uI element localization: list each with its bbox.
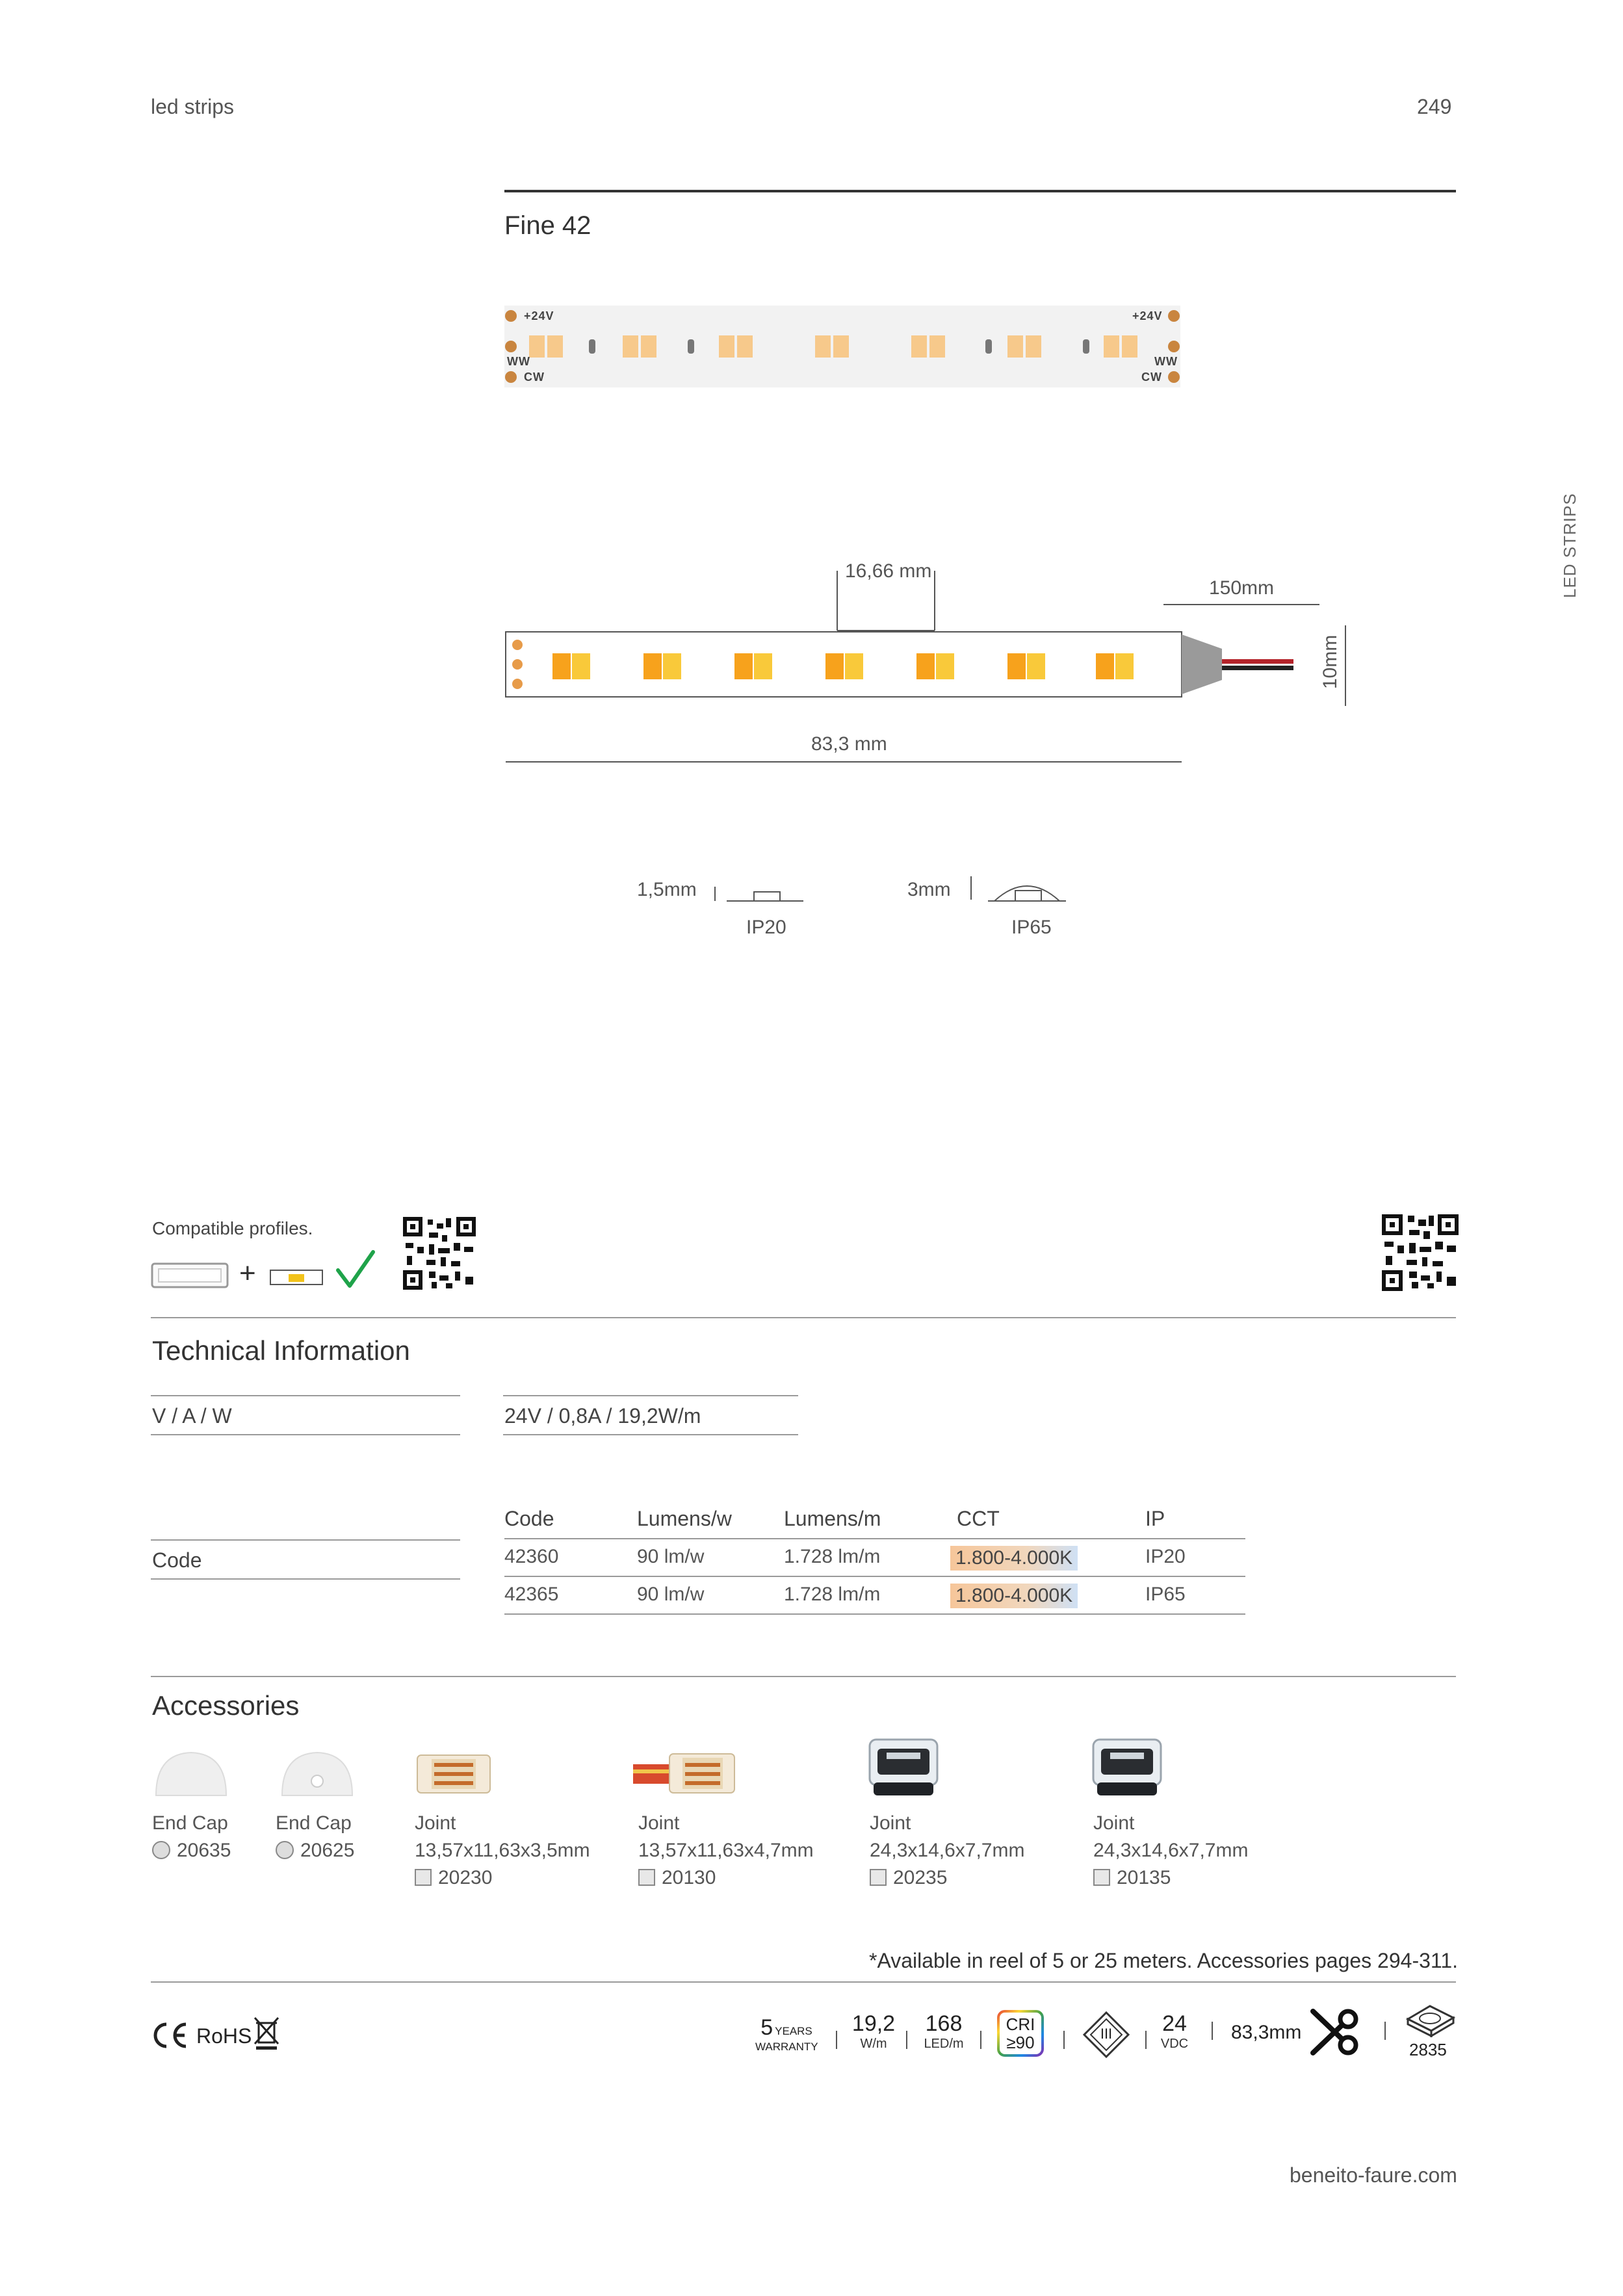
code-table bbox=[504, 1507, 1245, 1615]
divider bbox=[836, 2031, 837, 2049]
compatible-label: Compatible profiles. bbox=[152, 1218, 313, 1238]
power-value: 19,2 bbox=[851, 2011, 896, 2036]
joint-image bbox=[415, 1746, 493, 1801]
cell-cct: 1.800-4.000K bbox=[950, 1546, 1078, 1571]
vaw-value: 24V / 0,8A / 19,2W/m bbox=[504, 1404, 701, 1428]
row-rule bbox=[151, 1395, 460, 1396]
plus-sign: + bbox=[239, 1257, 256, 1289]
accessory-code: 20130 bbox=[662, 1867, 716, 1888]
end-cap-image bbox=[278, 1749, 356, 1801]
availability-note: *Available in reel of 5 or 25 meters. Accessories pages 294-311. bbox=[869, 1949, 1458, 1972]
ip65-profile-icon bbox=[968, 871, 1072, 907]
title-rule bbox=[504, 190, 1456, 192]
class-iii-icon bbox=[1082, 2010, 1131, 2059]
accessory-code: 20635 bbox=[177, 1840, 231, 1861]
leds-block bbox=[918, 2011, 970, 2052]
accessory-dims: 13,57x11,63x3,5mm bbox=[415, 1840, 590, 1861]
end-cap-image bbox=[152, 1749, 230, 1801]
table-row bbox=[504, 1538, 1245, 1576]
accessory-item bbox=[1093, 1810, 1248, 1892]
divider bbox=[1384, 2022, 1386, 2040]
leds-value: 168 bbox=[925, 2011, 963, 2036]
cell-lumens-m: 1.728 lm/m bbox=[784, 1546, 881, 1567]
ip65-label: IP65 bbox=[1011, 917, 1052, 938]
section-title: led strips bbox=[151, 95, 235, 118]
cell-cct: 1.800-4.000K bbox=[950, 1584, 1078, 1608]
cell-code: 42360 bbox=[504, 1546, 559, 1567]
cri-value: ≥90 bbox=[1006, 2033, 1035, 2052]
technical-title: Technical Information bbox=[152, 1335, 410, 1366]
row-rule bbox=[503, 1395, 798, 1396]
accessories-title: Accessories bbox=[152, 1690, 300, 1721]
accessory-item bbox=[152, 1810, 231, 1864]
divider bbox=[980, 2031, 981, 2049]
row-rule bbox=[151, 1539, 460, 1541]
accessory-dims: 13,57x11,63x4,7mm bbox=[638, 1840, 814, 1861]
accessory-name: End Cap bbox=[152, 1812, 228, 1834]
warranty-unit: YEARS bbox=[775, 2025, 812, 2037]
accessory-name: Joint bbox=[415, 1812, 456, 1834]
led-chip-icon bbox=[1404, 2002, 1457, 2037]
ip20-label: IP20 bbox=[746, 917, 786, 938]
square-marker-icon bbox=[870, 1869, 887, 1886]
strip-ww-right: WW bbox=[1154, 355, 1178, 368]
accessory-dims: 24,3x14,6x7,7mm bbox=[1093, 1840, 1249, 1861]
warranty-label: WARRANTY bbox=[755, 2041, 818, 2053]
cell-ip: IP20 bbox=[1145, 1546, 1186, 1567]
square-marker-icon bbox=[638, 1869, 655, 1886]
voltage-unit: VDC bbox=[1160, 2037, 1189, 2051]
strip-cw-left: CW bbox=[524, 371, 545, 384]
joint-clip-image bbox=[1088, 1727, 1166, 1805]
column-header: Lumens/m bbox=[784, 1507, 881, 1530]
check-icon bbox=[335, 1248, 376, 1291]
accessory-name: Joint bbox=[1093, 1812, 1135, 1834]
row-rule bbox=[151, 1578, 460, 1580]
divider bbox=[1063, 2031, 1065, 2049]
strip-ww-left: WW bbox=[507, 355, 530, 368]
led-strip-photo bbox=[504, 306, 1180, 387]
qr-code-icon[interactable] bbox=[403, 1217, 476, 1290]
cell-code: 42365 bbox=[504, 1584, 559, 1605]
cable-dimension: 150mm bbox=[1209, 577, 1275, 599]
class-label: III bbox=[1100, 2026, 1113, 2042]
accessory-code: 20235 bbox=[893, 1867, 948, 1888]
cell-lumens-m: 1.728 lm/m bbox=[784, 1584, 881, 1605]
power-block bbox=[849, 2011, 898, 2052]
voltage-block bbox=[1154, 2011, 1195, 2052]
divider bbox=[906, 2031, 907, 2049]
column-header: CCT bbox=[957, 1507, 1000, 1530]
accessory-code: 20625 bbox=[300, 1840, 355, 1861]
accessory-item bbox=[870, 1810, 1024, 1892]
accessory-item bbox=[638, 1810, 814, 1892]
rohs-label: RoHS bbox=[196, 2024, 252, 2048]
cri-label: CRI bbox=[1006, 2015, 1035, 2034]
width-dimension-wrap bbox=[1319, 634, 1345, 754]
row-rule bbox=[151, 1434, 460, 1435]
power-unit: W/m bbox=[860, 2037, 887, 2051]
strip-cw-right: CW bbox=[1141, 371, 1162, 384]
square-marker-icon bbox=[1093, 1869, 1110, 1886]
voltage-value: 24 bbox=[1162, 2011, 1187, 2036]
accessory-name: Joint bbox=[638, 1812, 680, 1834]
width-dimension: 10mm bbox=[1319, 634, 1341, 689]
ip65-height: 3mm bbox=[907, 879, 951, 900]
ip20-height: 1,5mm bbox=[637, 879, 697, 900]
cell-lumens-w: 90 lm/w bbox=[637, 1546, 705, 1567]
dimension-drawing bbox=[500, 553, 1358, 774]
chip-value: 2835 bbox=[1409, 2040, 1447, 2059]
accessory-code: 20230 bbox=[438, 1867, 493, 1888]
column-header: Lumens/w bbox=[637, 1507, 732, 1530]
warranty-years: 5 bbox=[760, 2015, 773, 2040]
side-tab bbox=[1560, 455, 1599, 598]
section-rule bbox=[151, 1981, 1456, 1983]
table-header bbox=[504, 1507, 1245, 1538]
joint-image bbox=[633, 1746, 737, 1801]
profile-icon bbox=[151, 1261, 229, 1290]
joint-clip-image bbox=[864, 1727, 942, 1805]
qr-code-icon[interactable] bbox=[1382, 1214, 1459, 1291]
table-row bbox=[504, 1576, 1245, 1615]
pitch-dimension: 16,66 mm bbox=[845, 560, 932, 582]
vaw-label: V / A / W bbox=[152, 1404, 232, 1428]
accessory-name: Joint bbox=[870, 1812, 911, 1834]
strip-voltage-left: +24V bbox=[524, 309, 554, 322]
accessory-dims: 24,3x14,6x7,7mm bbox=[870, 1840, 1025, 1861]
accessory-item bbox=[415, 1810, 590, 1892]
square-marker-icon bbox=[415, 1869, 432, 1886]
accessory-name: End Cap bbox=[276, 1812, 352, 1834]
side-tab-label: LED STRIPS bbox=[1560, 493, 1579, 598]
column-header: Code bbox=[504, 1507, 554, 1530]
scissors-icon bbox=[1310, 2007, 1362, 2057]
circle-marker-icon bbox=[152, 1841, 170, 1859]
weee-bin-icon bbox=[252, 2015, 281, 2052]
cut-length-dimension: 83,3 mm bbox=[811, 733, 887, 755]
ce-mark-icon bbox=[151, 2020, 190, 2050]
cut-value: 83,3mm bbox=[1231, 2022, 1302, 2043]
row-rule bbox=[503, 1434, 798, 1435]
circle-marker-icon bbox=[276, 1841, 294, 1859]
leds-unit: LED/m bbox=[924, 2037, 964, 2051]
strip-voltage-right: +24V bbox=[1132, 309, 1163, 322]
page-number: 249 bbox=[1417, 95, 1452, 118]
ip20-profile-icon bbox=[714, 881, 805, 907]
strip-icon bbox=[269, 1268, 324, 1287]
code-label: Code bbox=[152, 1548, 202, 1572]
cri-icon bbox=[997, 2010, 1044, 2057]
warranty-block bbox=[755, 2015, 818, 2054]
section-rule bbox=[151, 1676, 1456, 1677]
accessory-item bbox=[276, 1810, 354, 1864]
accessory-code: 20135 bbox=[1117, 1867, 1171, 1888]
divider bbox=[1145, 2031, 1147, 2049]
website-link[interactable]: beneito-faure.com bbox=[1290, 2163, 1457, 2187]
section-rule bbox=[151, 1317, 1456, 1318]
divider bbox=[1212, 2022, 1213, 2040]
column-header: IP bbox=[1145, 1507, 1165, 1530]
cell-lumens-w: 90 lm/w bbox=[637, 1584, 705, 1605]
cell-ip: IP65 bbox=[1145, 1584, 1186, 1605]
product-title: Fine 42 bbox=[504, 211, 591, 240]
